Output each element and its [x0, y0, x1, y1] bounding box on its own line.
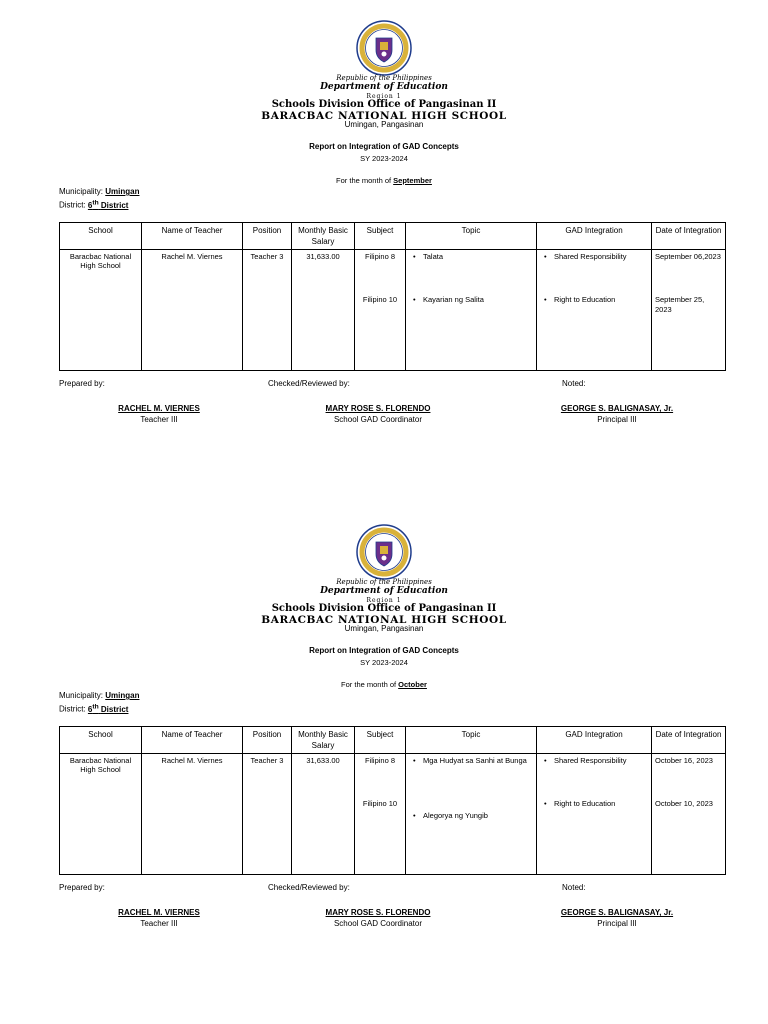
subject-item: Filipino 8 — [364, 252, 395, 261]
cell-teacher: Rachel M. Viernes — [142, 250, 243, 371]
month-line — [0, 680, 768, 689]
cell-school: Baracbac National High School — [60, 250, 142, 371]
district-line — [59, 199, 128, 210]
noted-role: Principal III — [597, 415, 637, 424]
col-subject: Subject — [355, 223, 406, 250]
gad-table — [59, 222, 726, 371]
col-school: School — [60, 223, 142, 250]
report-title: Report on Integration of GAD Concepts — [309, 142, 459, 151]
table-header-row — [60, 727, 726, 754]
district-value: 6th District — [87, 199, 129, 210]
prepared-role: Teacher III — [140, 919, 178, 928]
cell-salary: 31,633.00 — [292, 250, 355, 371]
prepared-name: RACHEL M. VIERNES — [118, 908, 200, 917]
gad-table — [59, 726, 726, 875]
gad-item: • Shared Responsibility — [540, 252, 648, 262]
col-gad: GAD Integration — [537, 727, 652, 754]
school-year: SY 2023-2024 — [360, 658, 408, 667]
deped-seal-icon — [356, 524, 412, 580]
region-line: Region 1 — [366, 597, 402, 604]
cell-position: Teacher 3 — [243, 250, 292, 371]
month-prefix: For the month of — [341, 680, 397, 689]
topic-item: • Mga Hudyat sa Sanhi at Bunga — [409, 756, 533, 766]
gad-item: • Right to Education — [540, 799, 648, 809]
republic-line: Republic of the Philippines — [336, 74, 432, 82]
cell-subjects — [355, 250, 406, 371]
topic-item: • Talata — [409, 252, 533, 262]
subject-item: Filipino 10 — [362, 799, 398, 808]
cell-school: Baracbac National High School — [60, 754, 142, 875]
date-item: September 06,2023 — [655, 252, 721, 261]
noted-role: Principal III — [597, 919, 637, 928]
col-salary: Monthly Basic Salary — [292, 223, 355, 250]
col-position: Position — [243, 727, 292, 754]
prepared-name: RACHEL M. VIERNES — [118, 404, 200, 413]
col-salary: Monthly Basic Salary — [292, 727, 355, 754]
col-topic: Topic — [406, 727, 537, 754]
division-line: Schools Division Office of Pangasinan II — [271, 603, 497, 614]
noted-name: GEORGE S. BALIGNASAY, Jr. — [560, 404, 674, 413]
col-gad: GAD Integration — [537, 223, 652, 250]
division-line: Schools Division Office of Pangasinan II — [271, 99, 497, 110]
department-line: Department of Education — [320, 586, 448, 596]
col-teacher: Name of Teacher — [142, 727, 243, 754]
col-position: Position — [243, 223, 292, 250]
subject-item: Filipino 8 — [364, 756, 395, 765]
cell-dates — [652, 250, 726, 371]
col-date: Date of Integration — [652, 223, 726, 250]
table-row — [60, 250, 726, 371]
cell-subjects — [355, 754, 406, 875]
cell-topics — [406, 754, 537, 875]
school-line: BARACBAC NATIONAL HIGH SCHOOL — [261, 110, 507, 122]
location-line: Umingan, Pangasinan — [344, 624, 424, 633]
school-year: SY 2023-2024 — [360, 154, 408, 163]
checked-label: Checked/Reviewed by: — [268, 883, 350, 892]
deped-seal-icon — [356, 20, 412, 76]
date-item: September 25, 2023 — [655, 295, 705, 314]
municipality-value: Umingan — [105, 691, 140, 700]
date-item: October 16, 2023 — [655, 756, 713, 765]
cell-gad — [537, 250, 652, 371]
table-header-row — [60, 223, 726, 250]
month-prefix: For the month of — [336, 176, 392, 185]
report-october — [0, 518, 768, 988]
district-label: District: — [59, 200, 86, 210]
gad-item: • Shared Responsibility — [540, 756, 648, 766]
cell-topics — [406, 250, 537, 371]
checked-role: School GAD Coordinator — [333, 919, 423, 928]
cell-gad — [537, 754, 652, 875]
school-line: BARACBAC NATIONAL HIGH SCHOOL — [261, 614, 507, 626]
col-date: Date of Integration — [652, 727, 726, 754]
gad-item: • Right to Education — [540, 295, 648, 305]
cell-dates — [652, 754, 726, 875]
col-topic: Topic — [406, 223, 537, 250]
cell-teacher: Rachel M. Viernes — [142, 754, 243, 875]
col-subject: Subject — [355, 727, 406, 754]
municipality-label: Municipality: — [59, 691, 104, 700]
department-line: Department of Education — [320, 82, 448, 92]
noted-label: Noted: — [562, 379, 586, 388]
prepared-role: Teacher III — [140, 415, 178, 424]
checked-name: MARY ROSE S. FLORENDO — [325, 404, 431, 413]
cell-salary: 31,633.00 — [292, 754, 355, 875]
noted-label: Noted: — [562, 883, 586, 892]
report-title: Report on Integration of GAD Concepts — [309, 646, 459, 655]
district-line — [59, 703, 128, 714]
prepared-label: Prepared by: — [59, 883, 105, 892]
checked-role: School GAD Coordinator — [333, 415, 423, 424]
month-value: October — [398, 680, 427, 689]
noted-name: GEORGE S. BALIGNASAY, Jr. — [560, 908, 674, 917]
table-row — [60, 754, 726, 875]
municipality-line — [59, 187, 139, 196]
cell-position: Teacher 3 — [243, 754, 292, 875]
checked-label: Checked/Reviewed by: — [268, 379, 350, 388]
checked-name: MARY ROSE S. FLORENDO — [325, 908, 431, 917]
municipality-label: Municipality: — [59, 187, 104, 196]
district-value: 6th District — [87, 703, 129, 714]
municipality-line — [59, 691, 139, 700]
topic-item: • Kayarian ng Salita — [409, 295, 533, 305]
location-line: Umingan, Pangasinan — [344, 120, 424, 129]
district-label: District: — [59, 704, 86, 714]
region-line: Region 1 — [366, 93, 402, 100]
subject-item: Filipino 10 — [362, 295, 398, 304]
report-september — [0, 14, 768, 484]
month-line — [0, 176, 768, 185]
col-teacher: Name of Teacher — [142, 223, 243, 250]
date-item: October 10, 2023 — [655, 799, 713, 808]
col-school: School — [60, 727, 142, 754]
topic-item: • Alegorya ng Yungib — [409, 811, 533, 821]
prepared-label: Prepared by: — [59, 379, 105, 388]
republic-line: Republic of the Philippines — [336, 578, 432, 586]
month-value: September — [393, 176, 432, 185]
municipality-value: Umingan — [105, 187, 140, 196]
